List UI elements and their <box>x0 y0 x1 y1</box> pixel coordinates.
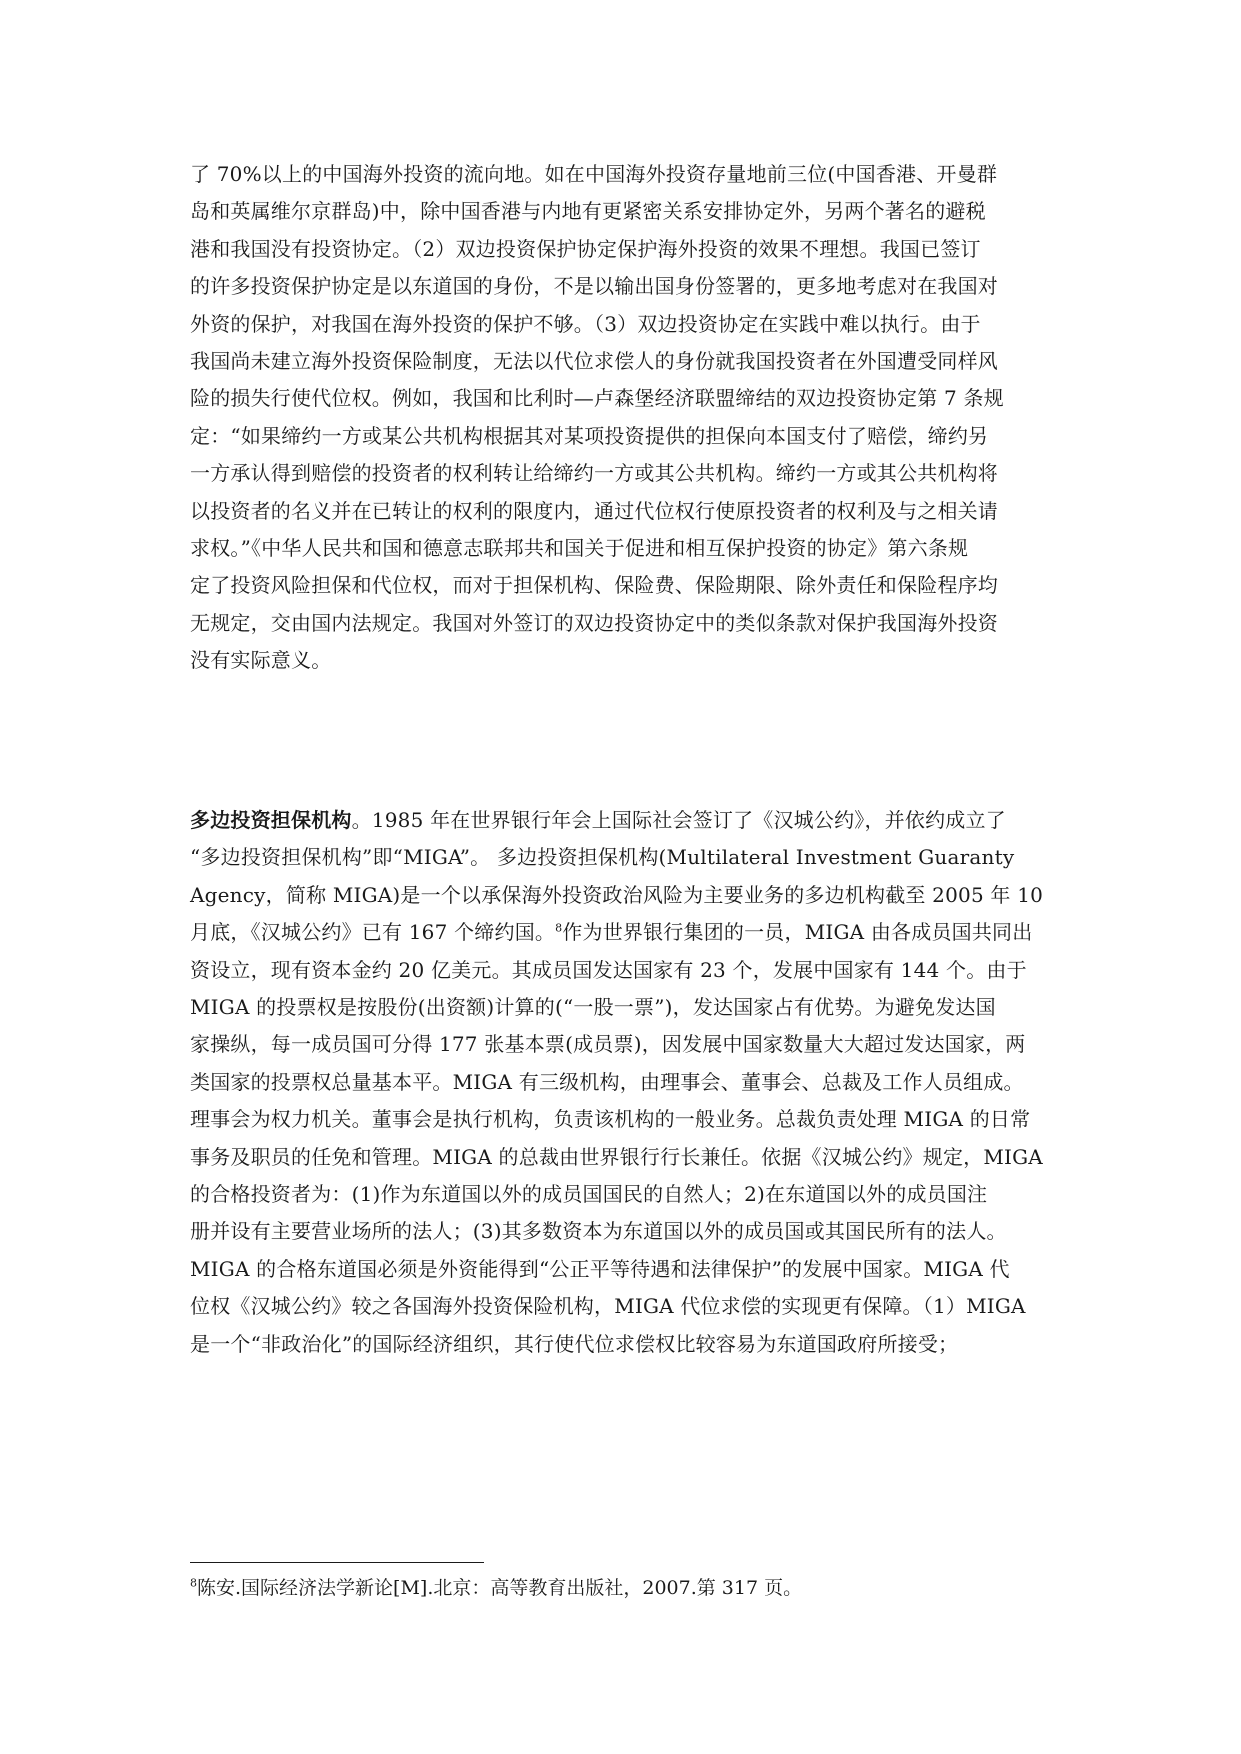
text-line: 的合格投资者为：(1)作为东道国以外的成员国国民的自然人；2)在东道国以外的成员国注 <box>190 1182 988 1207</box>
text-line: 家操纵，每一成员国可分得 177 张基本票(成员票)，因发展中国家数量大大超过发达国家，两 <box>190 1032 1026 1057</box>
text-line <box>190 802 1070 839</box>
text-line: 册并设有主要营业场所的法人；(3)其多数资本为东道国以外的成员国或其国民所有的法人。 <box>190 1219 1007 1244</box>
text-line: 事务及职员的任免和管理。MIGA 的总裁由世界银行行长兼任。依据《汉城公约》规定，MIGA <box>190 1144 1043 1169</box>
text-line: 岛和英属维尔京群岛)中，除中国香港与内地有更紧密关系安排协定外，另两个著名的避税 <box>190 199 986 224</box>
text-line: 港和我国没有投资协定。（2）双边投资保护协定保护海外投资的效果不理想。我国已签订 <box>190 236 981 261</box>
text-line: 外资的保护，对我国在海外投资的保护不够。（3）双边投资协定在实践中难以执行。由于 <box>190 311 981 336</box>
text-line: 定了投资风险担保和代位权，而对于担保机构、保险费、保险期限、除外责任和保险程序均 <box>190 573 998 598</box>
text-line: 一方承认得到赔偿的投资者的权利转让给缔约一方或其公共机构。缔约一方或其公共机构将 <box>190 461 998 486</box>
text-line: 无规定，交由国内法规定。我国对外签订的双边投资协定中的类似条款对保护我国海外投资 <box>190 610 998 635</box>
text-run: 月底，《汉城公约》已有 167 个缔约国。 <box>190 920 556 945</box>
text-line: 资设立，现有资本金约 20 亿美元。其成员国发达国家有 23 个，发展中国家有 144 个。由于 <box>190 957 1027 982</box>
footnote-marker: 8 <box>190 1576 197 1590</box>
footnote-divider <box>190 1562 484 1563</box>
footnote <box>190 1574 802 1602</box>
text-line: Agency，简称 MIGA)是一个以承保海外投资政治风险为主要业务的多边机构截至 2005 年 10 <box>190 882 1044 907</box>
text-line <box>190 914 1070 951</box>
text-line: 是一个“非政治化”的国际经济组织，其行使代位求偿权比较容易为东道国政府所接受； <box>190 1331 959 1356</box>
text-line: 险的损失行使代位权。例如，我国和比利时—卢森堡经济联盟缔结的双边投资协定第 7 条规 <box>190 386 1004 411</box>
text-line: “多边投资担保机构”即“MIGA”。 多边投资担保机构(Multilateral Investment Guaranty <box>190 845 1015 870</box>
text-line: MIGA 的投票权是按股份(出资额)计算的(“一股一票”)，发达国家占有优势。为避免发达国 <box>190 995 996 1020</box>
footnote-reference[interactable]: 8 <box>555 921 563 935</box>
body-paragraph-2 <box>190 802 1070 1363</box>
text-run: 作为世界银行集团的一员，MIGA 由各成员国共同出 <box>562 920 1033 945</box>
text-run: 。1985 年在世界银行年会上国际社会签订了《汉城公约》，并依约成立了 <box>351 808 1006 832</box>
text-line: MIGA 的合格东道国必须是外资能得到“公正平等待遇和法律保护”的发展中国家。MIGA 代 <box>190 1256 1010 1281</box>
text-line: 位权《汉城公约》较之各国海外投资保险机构，MIGA 代位求偿的实现更有保障。（1）MIGA <box>190 1294 1026 1319</box>
footnote-text: 陈安.国际经济法学新论[M].北京：高等教育出版社，2007.第 317 页。 <box>197 1577 803 1599</box>
text-line: 的许多投资保护协定是以东道国的身份，不是以输出国身份签署的，更多地考虑对在我国对 <box>190 274 998 299</box>
text-line: 没有实际意义。 <box>190 648 332 673</box>
text-line: 理事会为权力机关。董事会是执行机构，负责该机构的一般业务。总裁负责处理 MIGA 的日常 <box>190 1107 1031 1132</box>
text-line: 以投资者的名义并在已转让的权利的限度内，通过代位权行使原投资者的权利及与之相关请 <box>190 498 998 523</box>
text-line: 我国尚未建立海外投资保险制度，无法以代位求偿人的身份就我国投资者在外国遭受同样风 <box>190 349 998 374</box>
section-heading: 多边投资担保机构 <box>190 808 352 832</box>
text-line: 求权。”《中华人民共和国和德意志联邦共和国关于促进和相互保护投资的协定》第六条规 <box>190 536 969 561</box>
text-line: 了 70%以上的中国海外投资的流向地。如在中国海外投资存量地前三位(中国香港、开曼群 <box>190 162 998 186</box>
text-line: 定：“如果缔约一方或某公共机构根据其对某项投资提供的担保向本国支付了赔偿，缔约另 <box>190 423 989 448</box>
text-line: 类国家的投票权总量基本平。MIGA 有三级机构，由理事会、董事会、总裁及工作人员组成。 <box>190 1069 1024 1094</box>
body-paragraph-1 <box>190 156 1070 680</box>
